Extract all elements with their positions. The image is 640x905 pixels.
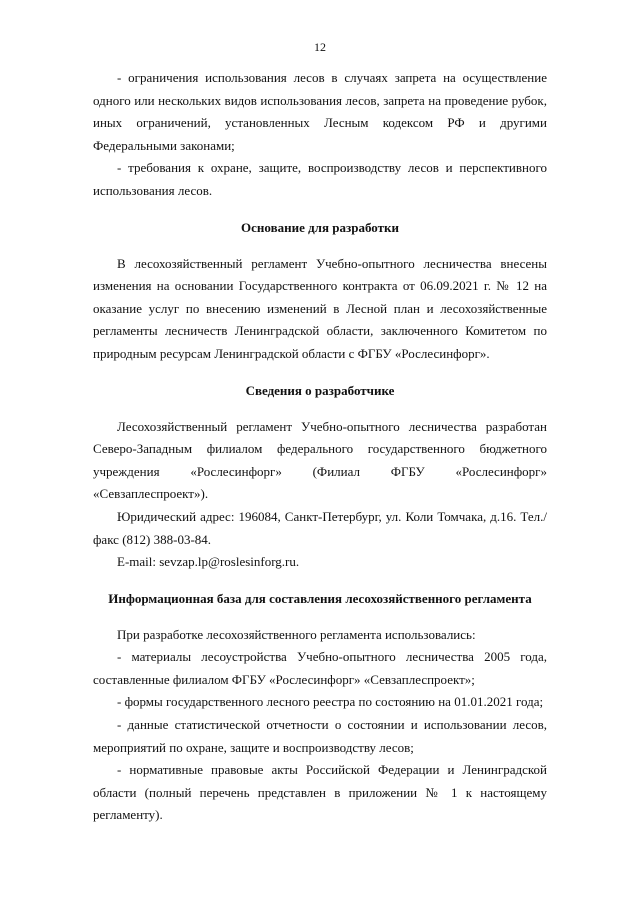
- list-item: - данные статистической отчетности о состоянии и использовании лесов, мероприятий по охране, защите и воспроизводству лесов;: [93, 717, 547, 755]
- list-item: - материалы лесоустройства Учебно-опытного лесничества 2005 года, составленные филиалом ФГБУ «Рослесинфорг» «Севзаплеспроект»;: [93, 649, 547, 687]
- section-title-basis: Основание для разработки: [241, 219, 399, 235]
- section-developer-body: [93, 416, 547, 574]
- section-title-info-base: Информационная база для составления лесохозяйственного регламента: [108, 590, 532, 606]
- section-info-body: [93, 624, 547, 827]
- list-item: - ограничения использования лесов в случаях запрета на осуществление одного или нескольких видов использования лесов, запрета на проведение рубок, иных ограничений, установленных Лесным кодексом РФ и другими Федеральными законами;: [93, 70, 547, 153]
- paragraph: При разработке лесохозяйственного регламента использовались:: [117, 626, 476, 642]
- section-basis-body: [93, 253, 547, 366]
- top-list: [93, 67, 547, 203]
- section-title-developer: Сведения о разработчике: [245, 382, 395, 398]
- paragraph: Лесохозяйственный регламент Учебно-опытного лесничества разработан Северо-Западным филиалом федерального государственного бюджетного учреждения «Рослесинфорг» (Филиал ФГБУ «Рослесинфорг» «Севзаплеспроект»).: [93, 418, 547, 502]
- paragraph: В лесохозяйственный регламент Учебно-опытного лесничества внесены изменения на основании Государственного контракта от 06.09.2021 г. № 12 на оказание услуг по внесению изменений в Лесной план и лесохозяйственные регламенты лесничеств Ленинградской области, заключенного Комитетом по природным ресурсам Ленинградской области с ФГБУ «Рослесинфорг».: [93, 255, 547, 361]
- paragraph: Юридический адрес: 196084, Санкт-Петербург, ул. Коли Томчака, д.16. Тел./факс (812) 388-03-84.: [93, 508, 547, 547]
- page-number: 12: [314, 40, 326, 54]
- list-item: - требования к охране, защите, воспроизводству лесов и перспективного использования лесов.: [93, 160, 547, 198]
- list-item: - нормативные правовые акты Российской Федерации и Ленинградской области (полный перечень представлен в приложении № 1 к настоящему регламенту).: [93, 762, 547, 823]
- paragraph: E-mail: sevzap.lp@roslesinforg.ru.: [117, 554, 300, 570]
- list-item: - формы государственного лесного реестра по состоянию на 01.01.2021 года;: [117, 694, 544, 710]
